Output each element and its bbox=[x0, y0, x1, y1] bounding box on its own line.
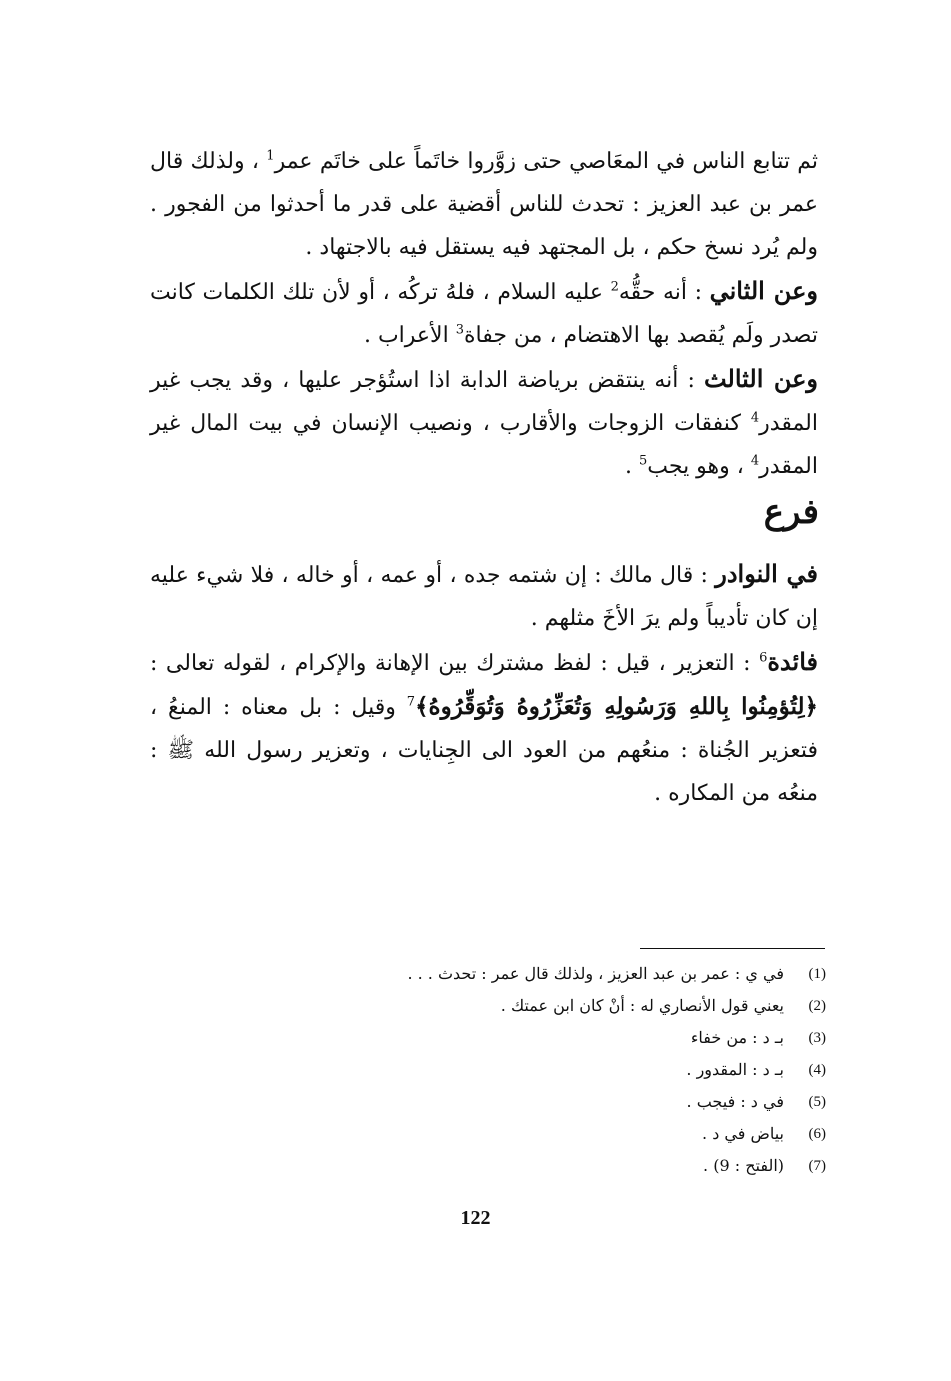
footnote-number: (4) bbox=[808, 1062, 826, 1078]
footnote-item bbox=[330, 1022, 826, 1054]
footnote-text: (الفتح : 9) . bbox=[703, 1156, 784, 1175]
paragraph-2-text-a: : أنه حقُّه bbox=[618, 280, 710, 305]
paragraph-1-text-a: ثم تتابع الناس في المعَاصي حتى زوَّروا خاتَماً على خاتَم عمر bbox=[274, 149, 819, 174]
footnote-ref-6[interactable]: 6 bbox=[759, 650, 768, 666]
paragraph-5 bbox=[150, 640, 818, 815]
paragraph-4 bbox=[150, 552, 818, 640]
footnote-item bbox=[330, 1054, 826, 1086]
footnote-ref-2[interactable]: 2 bbox=[610, 279, 619, 295]
paragraph-3-text-d: . bbox=[624, 454, 639, 479]
paragraph-1 bbox=[150, 140, 818, 269]
paragraph-1-text-b: ، ولذلك قال عمر بن عبد العزيز : تحدث للناس أقضية على قدر ما أحدثوا من الفجور . ولم يُرد نسخ حكم ، بل المجتهد فيه يستقل فيه بالاجتهاد . bbox=[150, 149, 818, 260]
paragraph-3-text-a: : أنه ينتقض برياضة الدابة اذا استُؤجر عليها ، وقد يجب غير المقدر bbox=[150, 368, 818, 436]
footnote-number: (6) bbox=[808, 1126, 826, 1142]
paragraph-3-text-c: ، وهو يجب bbox=[647, 454, 751, 479]
paragraph-2-text-c: الأعراب . bbox=[363, 323, 456, 348]
footnote-text: في د : فيجب . bbox=[686, 1092, 784, 1111]
footnote-text: بـ د : المقدور . bbox=[686, 1060, 784, 1079]
footnote-ref-1[interactable]: 1 bbox=[266, 148, 275, 164]
footnote-item bbox=[330, 1118, 826, 1150]
paragraph-4-lead: في النوادر bbox=[715, 559, 818, 588]
footnote-item bbox=[330, 1086, 826, 1118]
paragraph-2-lead: وعن الثاني bbox=[709, 276, 818, 305]
footnote-number: (5) bbox=[808, 1094, 826, 1110]
footnote-number: (3) bbox=[808, 1030, 826, 1046]
footnote-number: (2) bbox=[808, 998, 826, 1014]
paragraph-5-text-a: : التعزير ، قيل : لفظ مشترك بين الإهانة والإكرام ، لقوله تعالى : bbox=[150, 651, 760, 676]
quran-verse: ﴿لِتُؤمِنُوا بِاللهِ وَرَسُولِهِ وَتُعَزِّرُوهُ وَتُوَقِّرُوهُ﴾ bbox=[415, 693, 818, 720]
footnote-ref-4b[interactable]: 4 bbox=[750, 453, 760, 469]
main-text-bottom bbox=[150, 552, 818, 815]
footnotes-list bbox=[330, 958, 826, 1182]
footnote-text: في ي : عمر بن عبد العزيز ، ولذلك قال عمر : تحدث . . . bbox=[407, 964, 784, 983]
footnote-text: يعني قول الأنصاري له : أنْ كان ابن عمتك . bbox=[500, 996, 784, 1015]
paragraph-4-text: : قال مالك : إن شتمه جده ، أو عمه ، أو خاله ، فلا شيء عليه إن كان تأديباً ولم يرَ الأخَ مثلهم . bbox=[150, 563, 818, 631]
footnote-number: (1) bbox=[808, 966, 826, 982]
section-heading: فرع bbox=[763, 492, 819, 532]
page-number: 122 bbox=[460, 1207, 491, 1229]
footnote-ref-5[interactable]: 5 bbox=[638, 453, 648, 469]
paragraph-2-text-b: عليه السلام ، فلهُ تركُه ، أو لأن تلك الكلمات كانت تصدر ولَم يُقصد بها الاهتضام ، من جفاة bbox=[150, 280, 818, 348]
footnote-item bbox=[330, 958, 826, 990]
paragraph-2 bbox=[150, 269, 818, 357]
footnote-ref-3[interactable]: 3 bbox=[455, 322, 464, 338]
footnote-item bbox=[330, 990, 826, 1022]
paragraph-5-text-b: وقيل : بل معناه : المنعُ ، فتعزير الجُناة : منعُهم من العود الى الجِنايات ، وتعزير رسول الله ﷺ : منعُه من المكاره . bbox=[150, 695, 819, 806]
footnote-ref-7[interactable]: 7 bbox=[406, 694, 416, 710]
footnote-item bbox=[330, 1150, 826, 1182]
footnote-ref-4a[interactable]: 4 bbox=[750, 410, 760, 426]
footnote-text: بياض في د . bbox=[702, 1124, 784, 1143]
paragraph-3 bbox=[150, 357, 818, 488]
paragraph-3-lead: وعن الثالث bbox=[703, 364, 818, 393]
footnote-text: بـ د : من خفاء bbox=[690, 1028, 784, 1047]
paragraph-3-text-b: كنفقات الزوجات والأقارب ، ونصيب الإنسان في بيت المال غير المقدر bbox=[150, 411, 818, 479]
footnote-divider bbox=[640, 948, 825, 949]
paragraph-5-lead: فائدة bbox=[767, 647, 818, 676]
main-text-top bbox=[150, 140, 818, 488]
footnote-number: (7) bbox=[808, 1158, 826, 1174]
